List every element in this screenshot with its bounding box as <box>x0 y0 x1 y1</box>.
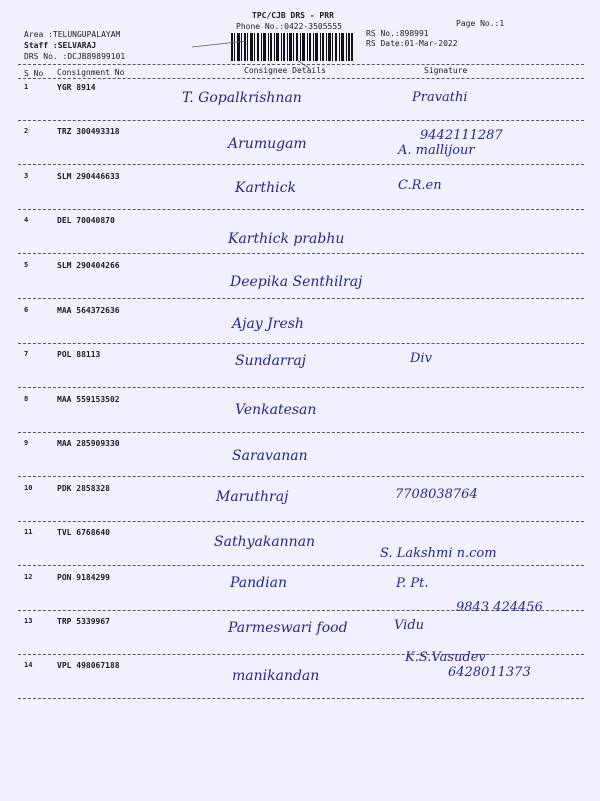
phone-number: Phone No.:0422-3505555 <box>236 22 342 31</box>
row-divider <box>18 209 584 210</box>
page-number: Page No.:1 <box>456 19 505 28</box>
consignee-name: Saravanan <box>232 448 308 464</box>
signature: K.S.Vasudev <box>405 650 486 665</box>
consignee-name: Parmeswari food <box>228 620 348 636</box>
stray-pen-mark <box>190 38 250 50</box>
form-title: TPC/CJB DRS - PRR <box>252 11 334 20</box>
signature: P. Pt. <box>396 576 429 591</box>
row-divider <box>18 387 584 388</box>
signature: 9442111287 <box>420 128 503 143</box>
column-consignment: Consignment No <box>57 68 125 77</box>
row-sno: 6 <box>24 306 29 314</box>
row-sno: 12 <box>24 573 33 581</box>
row-consignment-no: YGR 8914 <box>57 83 96 92</box>
signature: Pravathi <box>412 90 468 105</box>
consignee-name: Arumugam <box>228 136 307 152</box>
row-divider <box>18 432 584 433</box>
row-divider <box>18 698 584 699</box>
row-consignment-no: POL 88113 <box>57 350 101 359</box>
row-sno: 4 <box>24 216 29 224</box>
signature-note: 6428011373 <box>448 665 531 680</box>
signature: 7708038764 <box>395 487 478 502</box>
row-consignment-no: DEL 70040870 <box>57 216 115 225</box>
signature: C.R.en <box>398 178 442 193</box>
row-sno: 7 <box>24 350 29 358</box>
row-sno: 8 <box>24 395 29 403</box>
row-divider <box>18 476 584 477</box>
consignee-name: Karthick prabhu <box>228 231 345 247</box>
row-sno: 3 <box>24 172 29 180</box>
row-sno: 14 <box>24 661 33 669</box>
consignee-name: Deepika Senthilraj <box>230 274 363 290</box>
row-consignment-no: PDK 2858328 <box>57 484 110 493</box>
row-sno: 11 <box>24 528 33 536</box>
consignee-name: Sundarraj <box>235 353 307 369</box>
consignee-name: Sathyakannan <box>214 534 316 550</box>
consignee-name: Maruthraj <box>216 489 289 505</box>
row-divider <box>18 565 584 566</box>
row-consignment-no: SLM 290404266 <box>57 261 120 270</box>
rs-number: RS No.:898991 <box>366 29 429 38</box>
row-consignment-no: TVL 6768640 <box>57 528 110 537</box>
row-divider <box>18 521 584 522</box>
row-sno: 10 <box>24 484 33 492</box>
consignee-name: Pandian <box>230 575 287 591</box>
rs-date: RS Date:01-Mar-2022 <box>366 39 458 48</box>
row-sno: 5 <box>24 261 29 269</box>
column-signature: Signature <box>424 66 468 75</box>
column-sno: S No <box>24 69 44 78</box>
staff-label: Staff :SELVARAJ <box>24 41 97 50</box>
row-divider <box>18 298 584 299</box>
row-sno: 2 <box>24 127 29 135</box>
row-divider <box>18 120 584 121</box>
signature-note: 9843 424456 <box>456 600 543 615</box>
header-divider-bottom <box>18 78 584 79</box>
row-divider <box>18 253 584 254</box>
consignee-name: Karthick <box>235 180 296 196</box>
row-divider <box>18 164 584 165</box>
row-sno: 9 <box>24 439 29 447</box>
area-label: Area :TELUNGUPALAYAM <box>24 30 121 39</box>
row-divider <box>18 343 584 344</box>
stray-pen-mark-2 <box>295 58 315 70</box>
row-consignment-no: SLM 290446633 <box>57 172 120 181</box>
row-consignment-no: MAA 559153502 <box>57 395 120 404</box>
row-consignment-no: VPL 498067188 <box>57 661 120 670</box>
consignee-name: Venkatesan <box>235 402 317 418</box>
row-sno: 1 <box>24 83 29 91</box>
row-consignment-no: TRP 5339967 <box>57 617 110 626</box>
row-consignment-no: MAA 285909330 <box>57 439 120 448</box>
consignee-name: Ajay Jresh <box>232 316 304 332</box>
drs-number: DRS No. :DCJB89899101 <box>24 52 126 61</box>
column-consignee: Consignee Details <box>244 66 326 75</box>
row-divider <box>18 654 584 655</box>
signature: Div <box>410 351 432 366</box>
row-consignment-no: MAA 564372636 <box>57 306 120 315</box>
consignee-name: T. Gopalkrishnan <box>182 90 302 106</box>
row-consignment-no: PON 9184299 <box>57 573 110 582</box>
row-sno: 13 <box>24 617 33 625</box>
consignee-name: manikandan <box>232 668 320 684</box>
row-consignment-no: TRZ 300493318 <box>57 127 120 136</box>
signature-note: A. mallijour <box>398 143 475 158</box>
signature: Vidu <box>394 618 425 633</box>
signature: S. Lakshmi n.com <box>380 546 497 561</box>
